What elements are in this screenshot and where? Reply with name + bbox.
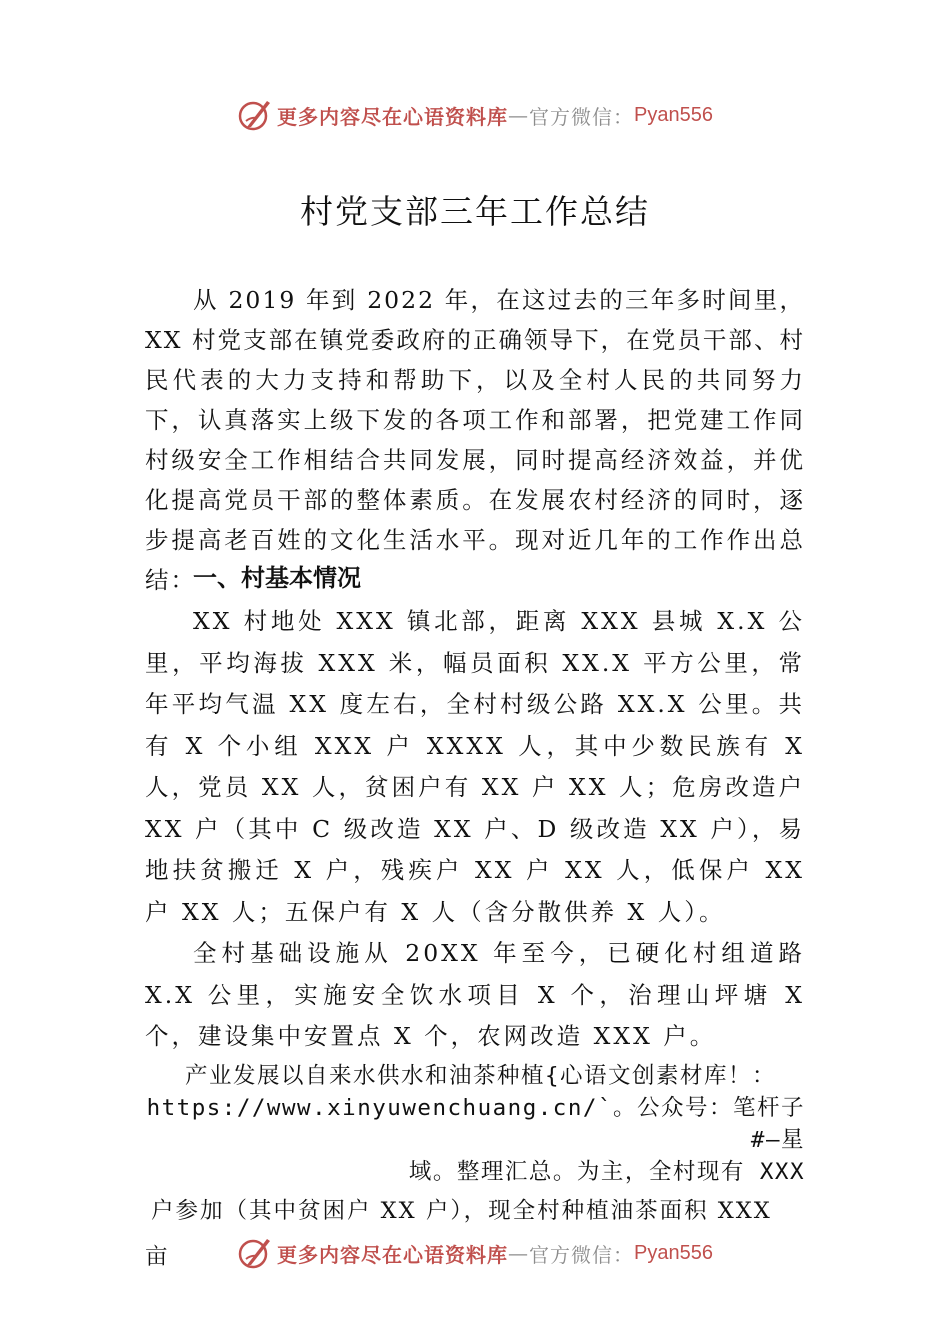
industry-line-4: 户参加（其中贫困户 XX 户），现全村种植油茶面积 XXX 亩 — [145, 1198, 772, 1270]
watermark-brand: 更多内容尽在心语资料库 — [277, 104, 509, 129]
quill-pen-icon — [237, 97, 273, 133]
industry-line-3: 域。整理汇总。为主，全村现有 XXX — [408, 1159, 805, 1185]
watermark-dash: — — [508, 1241, 530, 1265]
watermark-wechat-label: 官方微信： — [529, 104, 635, 129]
document-title: 村党支部三年工作总结 — [300, 192, 650, 231]
quill-pen-icon — [237, 1235, 273, 1271]
watermark-wechat-id: Pyan556 — [634, 103, 713, 126]
industry-line-1: 产业发展以自来水供水和油茶种植{心语文创素材库！： — [185, 1063, 777, 1089]
watermark-wechat-label: 官方微信： — [529, 1242, 635, 1267]
industry-line-2: https://www.xinyuwenchuang.cn/`。公众号：笔杆子#—星 — [146, 1095, 805, 1153]
watermark-dash: — — [508, 103, 530, 127]
watermark-wechat-id: Pyan556 — [634, 1241, 713, 1264]
intro-paragraph: 从 2019 年到 2022 年，在这过去的三年多时间里，XX 村党支部在镇党委政府的正确领导下，在党员干部、村民代表的大力支持和帮助下，以及全村人民的共同努力下，认真落实上级下发的各项工作和部署，把党建工作同村级安全工作相结合共同发展，同时提高经济效益，并优化提高党员干部的整体素质。在发展农村经济的同时，逐步提高老百姓的文化生活水平。现对近几年的工作作出总结： — [145, 286, 805, 594]
basic-info-paragraph: XX 村地处 XXX 镇北部，距离 XXX 县城 X.X 公里，平均海拔 XXX 米，幅员面积 XX.X 平方公里，常年平均气温 XX 度左右，全村村级公路 XX.X 公里。共有 X 个小组 XXX 户 XXXX 人，其中少数民族有 X 人，党员 XX 人，贫困户有 XX 户 XX 人；危房改造户 XX 户（其中 C 级改造 XX 户、D 级改造 XX 户），易地扶贫搬迁 X 户，残疾户 XX 户 XX 人，低保户 XX 户 XX 人；五保户有 X 人（含分散供养 X 人）。 — [145, 607, 805, 926]
watermark-brand: 更多内容尽在心语资料库 — [277, 1242, 509, 1267]
section-heading-basic-info: 一、村基本情况 — [193, 564, 361, 592]
watermark-header — [0, 95, 950, 135]
infrastructure-paragraph: 全村基础设施从 20XX 年至今，已硬化村组道路 X.X 公里，实施安全饮水项目 X 个，治理山坪塘 X 个，建设集中安置点 X 个，农网改造 XXX 户。 — [145, 939, 805, 1050]
watermark-footer — [0, 1233, 950, 1273]
